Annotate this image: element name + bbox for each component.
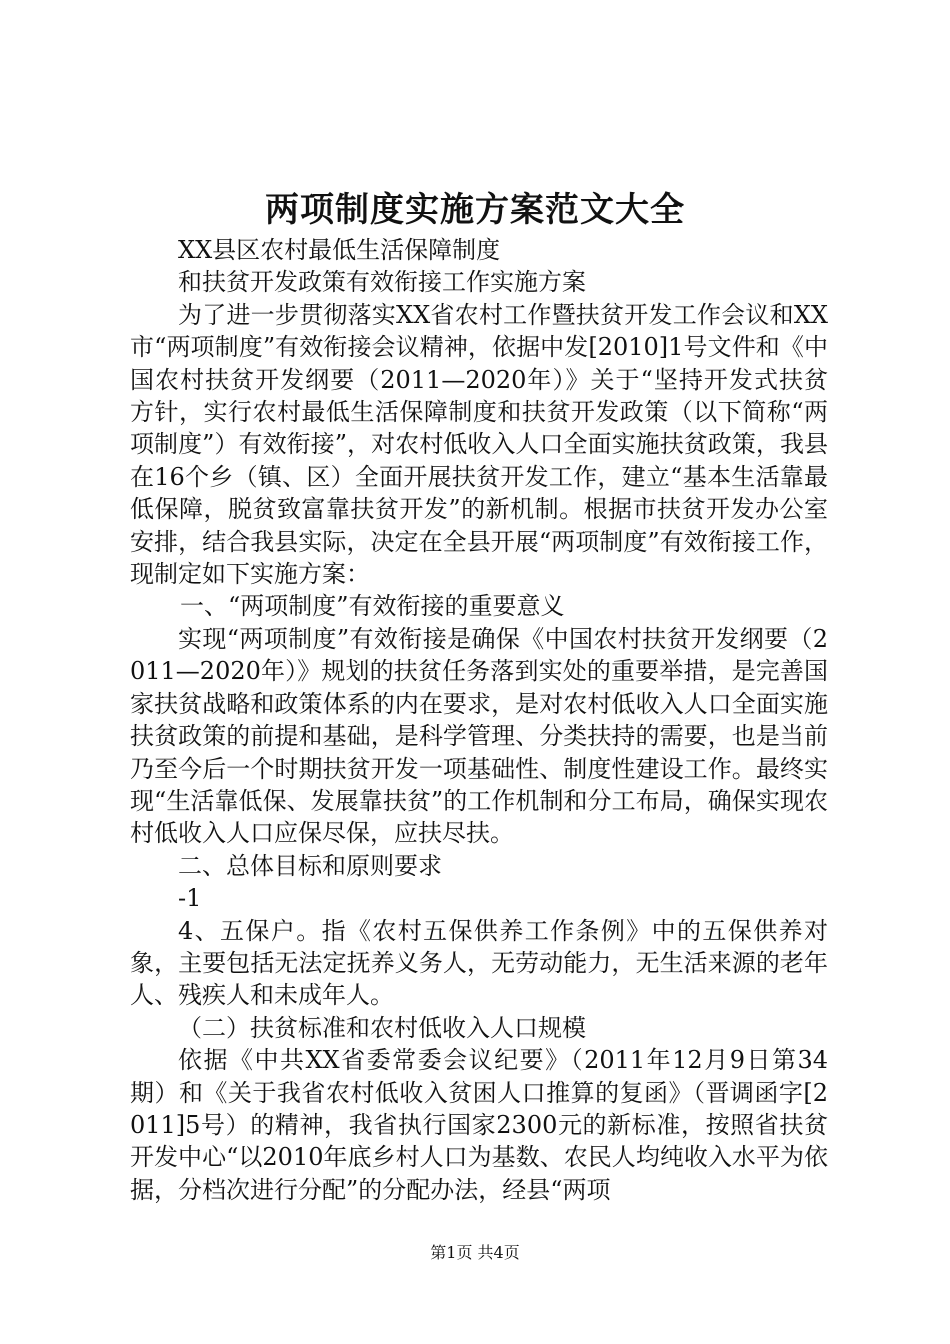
document-body xyxy=(130,234,828,1206)
section-heading-1: 一、“两项制度”有效衔接的重要意义 xyxy=(180,592,565,621)
subtitle-line-1: XX县区农村最低生活保障制度 xyxy=(178,236,501,264)
section-heading-3: （二）扶贫标准和农村低收入人口规模 xyxy=(178,1013,586,1042)
paragraph-intro: 为了进一步贯彻落实XX省农村工作暨扶贫开发工作会议和XX市“两项制度”有效衔接会议精神，依据中发[2010]1号文件和《中国农村扶贫开发纲要（2011—2020年）》关于“坚持开发式扶贫方针，实行农村最低生活保障制度和扶贫开发政策（以下简称“两项制度”）有效衔接”，对农村低收入人口全面实施扶贫政策，我县在16个乡（镇、区）全面开展扶贫开发工作，建立“基本生活靠最低保障，脱贫致富靠扶贫开发”的新机制。根据市扶贫开发办公室安排，结合我县实际，决定在全县开展“两项制度”有效衔接工作，现制定如下实施方案： xyxy=(130,300,828,589)
page-marker: -1 xyxy=(178,884,202,913)
subtitle-line-2: 和扶贫开发政策有效衔接工作实施方案 xyxy=(178,268,586,297)
paragraph-standards: 依据《中共XX省委常委会议纪要》（2011年12月9日第34期）和《关于我省农村低收入贫困人口推算的复函》（晋调函字[2011]5号）的精神，我省执行国家2300元的新标准，按照省扶贫开发中心“以2010年底乡村人口为基数、农民人均纯收入水平为依据，分档次进行分配”的分配办法，经县“两项 xyxy=(130,1046,828,1204)
document-title: 两项制度实施方案范文大全 xyxy=(265,190,685,230)
section-heading-2: 二、总体目标和原则要求 xyxy=(178,851,442,880)
paragraph-significance: 实现“两项制度”有效衔接是确保《中国农村扶贫开发纲要（2011—2020年）》规划的扶贫任务落到实处的重要举措，是完善国家扶贫战略和政策体系的内在要求，是对农村低收入人口全面实施扶贫政策的前提和基础，是科学管理、分类扶持的需要，也是当前乃至今后一个时期扶贫开发一项基础性、制度性建设工作。最终实现“生活靠低保、发展靠扶贫”的工作机制和分工布局，确保实现农村低收入人口应保尽保，应扶尽扶。 xyxy=(130,624,828,848)
page-footer: 第1页 共4页 xyxy=(430,1243,520,1262)
paragraph-five-guarantees: 4、五保户。指《农村五保供养工作条例》中的五保供养对象，主要包括无法定抚养义务人，无劳动能力，无生活来源的老年人、残疾人和未成年人。 xyxy=(130,916,828,1010)
